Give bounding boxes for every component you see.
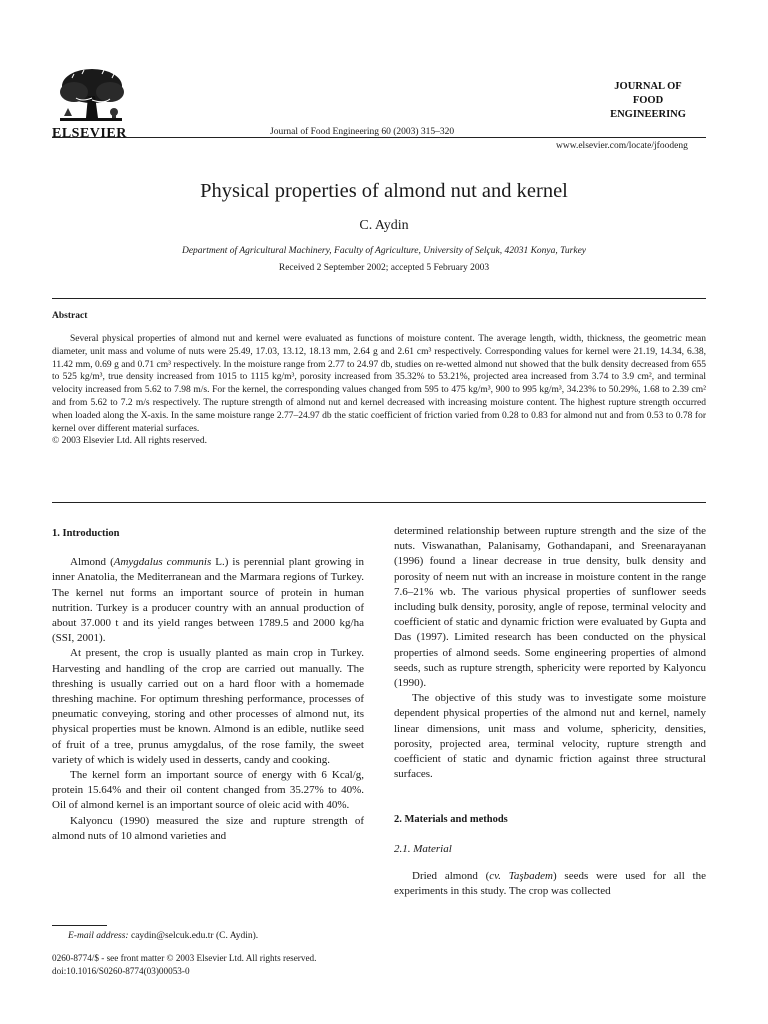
species-name: Amygdalus communis xyxy=(113,556,212,569)
author-affiliation: Department of Agricultural Machinery, Faculty of Agriculture, University of Selçuk, 42031 Konya, Turkey xyxy=(181,246,587,256)
right-column xyxy=(394,524,706,899)
subsection-heading-material: 2.1. Material xyxy=(394,842,452,855)
abstract-top-rule xyxy=(52,298,706,299)
footnote-author: (C. Aydin). xyxy=(213,931,259,941)
publisher-logo xyxy=(52,66,130,142)
paragraph: Dried almond (cv. Taşbadem) seeds were used for all the experiments in this study. The crop was collected xyxy=(394,869,706,898)
article-author: C. Aydin xyxy=(359,218,409,233)
header-rule xyxy=(52,137,706,138)
abstract-body xyxy=(52,333,706,448)
journal-name-line: JOURNAL OF xyxy=(614,81,682,92)
page-footer xyxy=(52,952,316,978)
footnote xyxy=(52,931,372,941)
section-heading-materials: 2. Materials and methods xyxy=(394,814,508,826)
footnote-rule xyxy=(52,925,107,926)
left-column xyxy=(52,524,364,844)
abstract-text: Several physical properties of almond nut and kernel were evaluated as functions of moisture content. The average length, width, thickness, the geometric mean diameter, unit mass and volume of nuts were 25.49, 17.03, 13.12, 18.13 mm, 2.64 g and 2.61 cm³ respectively. Corresponding values for kernel were 21.19, 14.34, 6.38, 11.42 mm, 0.69 g and 0.71 cm³ respectively. In the moisture range from 2.77 to 24.97 db, studies on re-wetted almond nut showed that the bulk density decreased from 655 to 525 kg/m³, true density increased from 1015 to 1115 kg/m³, porosity increased from 35.32% to 53.21%, projected area increased from 3.74 to 3.9 cm², and terminal velocity increased from 5.62 to 7.98 m/s. For the kernel, the corresponding values changed from 595 to 475 kg/m³, 900 to 995 kg/m³, 34.23% to 50.29%, 1.68 to 2.39 cm² and from 5.62 to 7.2 m/s respectively. The rupture strength of almond nut and kernel decreased with increasing moisture content. The highest rupture strength occurred when loaded along the X-axis. In the same moisture range 2.77–24.97 db the static coefficient of friction varied from 0.28 to 0.83 for almond nut and from 0.53 to 0.78 for kernel over different material surfaces. xyxy=(52,334,706,434)
author-email-link[interactable]: caydin@selcuk.edu.tr xyxy=(130,931,214,941)
paragraph: determined relationship between rupture strength and the size of the nuts. Viswanathan, Palanisamy, Gothandapani, and Sreenarayanan (1996) found a linear decrease in true density, bulk density and porosity of neem nut with an increase in moisture content in the range 7.6–21% wb. The various physical properties of sunflower seeds including bulk density, porosity, angle of repose, terminal velocity and coefficient of static and dynamic friction were evaluated by Gupta and Das (1997). Limited research has been conducted on the physical properties of almond seeds. Some engineering properties of almond seeds, such as rupture strength, sphericity were reported by Kalyoncu (1990). xyxy=(394,525,706,690)
paragraph: The kernel form an important source of energy with 6 Kcal/g, protein 15.64% and their oil content changed from 35.27% to 40%. Oil of almond kernel is an important source of oleic acid with 40%. xyxy=(52,769,364,812)
journal-url-link[interactable]: www.elsevier.com/locate/jfoodeng xyxy=(556,141,688,151)
doi-line[interactable]: doi:10.1016/S0260-8774(03)00053-0 xyxy=(52,966,190,976)
footnote-label: E-mail address: xyxy=(68,931,129,941)
paragraph: Almond (Amygdalus communis L.) is perennial plant growing in inner Anatolia, the Mediterranean and the Marmara regions of Turkey. The kernel nut forms an important source of protein in human nutrition. Turkey is a producer country with an annual production of about 37.000 t and its yield ranges between 1789.5 and 2000 kg/ha (SSI, 2001). xyxy=(52,556,364,645)
abstract-copyright: © 2003 Elsevier Ltd. All rights reserved. xyxy=(52,436,207,447)
received-dates: Received 2 September 2002; accepted 5 February 2003 xyxy=(278,263,490,273)
article-title: Physical properties of almond nut and kernel xyxy=(200,180,568,202)
journal-name-line: ENGINEERING xyxy=(610,109,686,120)
abstract-bottom-rule xyxy=(52,502,706,503)
journal-name-line: FOOD xyxy=(632,95,664,106)
publisher-name: ELSEVIER xyxy=(52,126,127,141)
paragraph: Kalyoncu (1990) measured the size and rupture strength of almond nuts of 10 almond varieties and xyxy=(52,814,364,842)
abstract-heading: Abstract xyxy=(52,311,88,321)
cultivar-name: cv. Taşbadem xyxy=(489,869,553,882)
issn-line: 0260-8774/$ - see front matter © 2003 Elsevier Ltd. All rights reserved. xyxy=(52,953,317,963)
journal-name xyxy=(600,80,696,122)
journal-citation: Journal of Food Engineering 60 (2003) 315–320 xyxy=(270,127,455,137)
elsevier-tree-icon xyxy=(52,66,130,126)
paragraph: At present, the crop is usually planted as main crop in Turkey. Harvesting and handling of the crop are carried out manually. The threshing is usually carried out on a hard floor with a homemade threshing machine. For optimum threshing performance, processes of pneumatic conveying, storing and other processes of almond nut, its physical properties must be known. Almond is an edible, nutlike seed of fruit of a tree, prunus amygdalus, of the rose family, the sweet variety of which is widely used in desserts, candy and cooking. xyxy=(52,647,364,766)
section-heading-introduction: 1. Introduction xyxy=(52,528,120,539)
paragraph: The objective of this study was to investigate some moisture dependent physical properties of the almond nut and kernel, namely linear dimensions, unit mass and volume, sphericity, densities, porosity, projected area, terminal velocity, rupture strength and coefficient of static and dynamic friction against three structural surfaces. xyxy=(394,692,706,781)
